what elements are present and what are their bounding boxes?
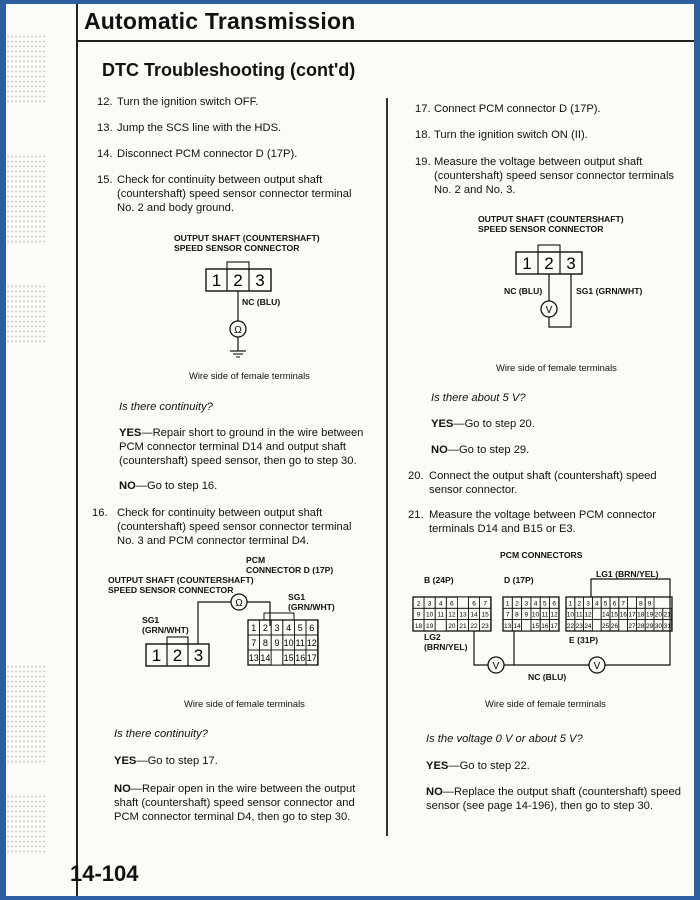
terminal-number: 12 [550, 611, 558, 619]
terminal-number: 16 [619, 611, 627, 619]
terminal-number: 6 [309, 623, 315, 634]
svg-text:V: V [593, 661, 601, 672]
terminal-number: 27 [628, 622, 636, 630]
terminal-number: 10 [426, 611, 434, 619]
step-18-text: Turn the ignition switch ON (II). [434, 129, 588, 141]
terminal-number: 12 [584, 611, 592, 619]
terminal-number: 14 [260, 653, 271, 664]
key-slot [522, 620, 531, 631]
step-number: 20. [408, 470, 424, 482]
wire-label: NC (BLU) [242, 297, 281, 307]
step-number: 15. [97, 174, 113, 186]
sg1-pcm-label: SG1 (GRN/WHT) [288, 592, 335, 612]
terminal-number: 11 [437, 611, 445, 619]
pcm-connectors-title: PCM CONNECTORS [500, 550, 583, 560]
terminal-number: 1 [505, 600, 510, 608]
key-slot [592, 620, 601, 631]
terminal-number: 5 [297, 623, 303, 634]
step-number: 18. [415, 129, 431, 141]
terminal-number: 3 [586, 600, 590, 608]
connector-label: OUTPUT SHAFT (COUNTERSHAFT) SPEED SENSOR CONNECTOR [108, 575, 254, 595]
terminal-number: 3 [524, 600, 529, 608]
terminal-number: 14 [601, 611, 610, 619]
step-21-text: Measure the voltage between PCM connector terminals D14 and B15 or E3. [429, 509, 656, 535]
yes-answer: YES—Repair short to ground in the wire between PCM connector terminal D14 and output shaft (countershaft) speed sensor, then go to step 30. [119, 427, 364, 467]
terminal-number: 16 [541, 622, 549, 630]
figure-caption: Wire side of female terminals [496, 362, 617, 373]
step-15-text: Check for continuity between output shaft (countershaft) speed sensor connector terminal No. 2 and body ground. [117, 174, 352, 214]
svg-text:3: 3 [193, 646, 204, 665]
terminal-number: 7 [483, 600, 487, 608]
figure-caption: Wire side of female terminals [189, 370, 310, 381]
terminal-number: 12 [306, 638, 317, 649]
terminal-number: 18 [414, 622, 423, 630]
scan-speckle [6, 794, 46, 854]
terminal-number: 3 [427, 600, 432, 608]
terminal-number: 2 [262, 623, 268, 634]
terminal-number: 6 [472, 600, 476, 608]
terminal-number: 4 [438, 600, 443, 608]
terminal-number: 25 [601, 622, 610, 630]
terminal-number: 17 [550, 622, 558, 630]
continuity-diagram-1 [196, 259, 346, 369]
step-19-text: Measure the voltage between output shaft (countershaft) speed sensor connector terminals No. 2 and No. 3. [434, 156, 675, 196]
pcm-connectors-diagram [411, 579, 681, 679]
question: Is the voltage 0 V or about 5 V? [426, 733, 583, 745]
pcm-connector-d [246, 613, 321, 667]
connector-b-label: B (24P) [424, 575, 454, 585]
step-16-text: Check for continuity between output shaft (countershaft) speed sensor connector terminal No. 3 and PCM connector terminal D4. [117, 507, 352, 547]
terminal-number: 17 [306, 653, 317, 664]
no-answer: NO—Go to step 29. [431, 444, 530, 456]
scan-speckle [6, 664, 46, 764]
terminal-number: 2 [577, 600, 582, 608]
step-12-text: Turn the ignition switch OFF. [117, 96, 259, 108]
step-number: 14. [97, 148, 113, 160]
terminal-number: 22 [566, 622, 575, 630]
terminal-number: 23 [481, 622, 489, 630]
step-number: 21. [408, 509, 424, 521]
svg-text:1: 1 [151, 646, 162, 665]
terminal-number: 12 [448, 611, 456, 619]
terminal-number: 5 [543, 600, 547, 608]
no-answer: NO—Repair open in the wire between the output shaft (countershaft) speed sensor connector and PCM connector terminal D4, then go to step 30. [114, 783, 356, 823]
connector-label: OUTPUT SHAFT (COUNTERSHAFT) SPEED SENSOR CONNECTOR [478, 214, 624, 234]
terminal-number: 19 [645, 611, 654, 619]
terminal-number: 15 [610, 611, 619, 619]
terminal-number: 14 [513, 622, 521, 630]
terminal-number: 10 [283, 638, 294, 649]
lg1-label: LG1 (BRN/YEL) [596, 569, 659, 579]
terminal-number: 18 [637, 611, 645, 619]
lg2-label: LG2 (BRN/YEL) [424, 632, 468, 652]
terminal-number: 30 [654, 622, 663, 630]
terminal-number: 23 [575, 622, 583, 630]
page-number: 14-104 [70, 861, 139, 886]
terminal-number: 17 [628, 611, 636, 619]
svg-text:3: 3 [566, 254, 576, 273]
step-number: 12. [97, 96, 113, 108]
figure-caption: Wire side of female terminals [184, 698, 305, 709]
terminal-number: 1 [568, 600, 573, 608]
terminal-number: 10 [566, 611, 575, 619]
terminal-number: 13 [248, 653, 259, 664]
terminal-number: 3 [274, 623, 280, 634]
step-17-text: Connect PCM connector D (17P). [434, 103, 601, 115]
manual-page [6, 4, 694, 896]
terminal-number: 20 [448, 622, 456, 630]
yes-answer: YES—Go to step 20. [431, 418, 535, 430]
terminal-number: 15 [481, 611, 489, 619]
key-slot [592, 608, 601, 619]
terminal-number: 7 [505, 611, 510, 619]
terminal-number: 8 [515, 611, 519, 619]
page-title: Automatic Transmission [84, 8, 356, 34]
terminal-number: 9 [524, 611, 529, 619]
terminal-number: 6 [450, 600, 454, 608]
step-number: 19. [415, 156, 431, 168]
terminal-number: 19 [426, 622, 434, 630]
sg1-wire-label: SG1 (GRN/WHT) [576, 286, 643, 296]
key-slot [628, 597, 637, 608]
question: Is there continuity? [119, 401, 213, 413]
scan-speckle [6, 284, 46, 344]
terminal-number: 4 [286, 623, 292, 634]
terminal-1: 1 [211, 271, 222, 290]
terminal-number: 13 [504, 622, 512, 630]
terminal-number: 15 [531, 622, 540, 630]
terminal-number: 7 [251, 638, 257, 649]
terminal-number: 4 [594, 600, 599, 608]
terminal-number: 2 [515, 600, 519, 608]
key-slot [457, 597, 468, 608]
question: Is there continuity? [114, 728, 208, 740]
terminal-number: 16 [295, 653, 306, 664]
nc-wire-label: NC (BLU) [504, 286, 543, 296]
question: Is there about 5 V? [431, 392, 526, 404]
terminal-number: 15 [283, 653, 294, 664]
step-14-text: Disconnect PCM connector D (17P). [117, 148, 298, 160]
key-slot [271, 650, 283, 665]
step-20-text: Connect the output shaft (countershaft) speed sensor connector. [429, 470, 657, 496]
terminal-2: 2 [233, 271, 243, 290]
terminal-number: 11 [295, 638, 305, 649]
key-slot [435, 620, 446, 631]
terminal-number: 8 [262, 638, 268, 649]
terminal-number: 1 [251, 623, 257, 634]
step-number: 17. [415, 103, 431, 115]
connector-label: OUTPUT SHAFT (COUNTERSHAFT) SPEED SENSOR CONNECTOR [174, 233, 320, 253]
column-divider [386, 98, 388, 836]
terminal-number: 4 [533, 600, 538, 608]
connector-e-label: E (31P) [569, 635, 599, 645]
terminal-number: 21 [459, 622, 467, 630]
pcm-label: PCM CONNECTOR D (17P) [246, 555, 334, 575]
terminal-number: 20 [654, 611, 663, 619]
terminal-3: 3 [255, 271, 265, 290]
step-number: 13. [97, 122, 113, 134]
connector-d-label: D (17P) [504, 575, 534, 585]
terminal-number: 11 [575, 611, 583, 619]
key-slot [619, 620, 628, 631]
no-answer: NO—Go to step 16. [119, 480, 218, 492]
terminal-number: 6 [552, 600, 556, 608]
svg-text:2: 2 [544, 254, 554, 273]
sg1-sensor-label: SG1 (GRN/WHT) [142, 615, 189, 635]
step-13-text: Jump the SCS line with the HDS. [117, 122, 282, 134]
terminal-number: 2 [416, 600, 421, 608]
terminal-number: 28 [637, 622, 645, 630]
nc-wire-label: NC (BLU) [528, 672, 567, 682]
no-answer: NO—Replace the output shaft (countershaft) speed sensor (see page 14-196), then go to step 30. [426, 786, 681, 812]
yes-answer: YES—Go to step 17. [114, 755, 218, 767]
terminal-number: 14 [470, 611, 478, 619]
terminal-number: 22 [470, 622, 478, 630]
terminal-number: 6 [612, 600, 617, 608]
svg-text:2: 2 [172, 646, 183, 665]
terminal-number: 29 [645, 622, 654, 630]
section-title: DTC Troubleshooting (cont'd) [102, 60, 356, 80]
terminal-number: 9 [647, 600, 652, 608]
terminal-number: 24 [584, 622, 592, 630]
step-number: 16. [92, 507, 108, 519]
terminal-number: 7 [621, 600, 626, 608]
terminal-number: 8 [638, 600, 643, 608]
terminal-number: 13 [459, 611, 467, 619]
terminal-number: 11 [541, 611, 549, 619]
terminal-number: 31 [663, 622, 671, 630]
scan-speckle [6, 154, 46, 244]
terminal-number: 9 [416, 611, 421, 619]
terminal-number: 5 [603, 600, 608, 608]
margin-rule [76, 4, 78, 896]
terminal-number: 26 [610, 622, 619, 630]
svg-text:1: 1 [522, 254, 532, 273]
terminal-number: 21 [663, 611, 671, 619]
svg-text:V: V [545, 305, 553, 316]
svg-text:Ω: Ω [234, 325, 242, 336]
terminal-number: 10 [531, 611, 540, 619]
terminal-number: 9 [274, 638, 280, 649]
scan-speckle [6, 34, 46, 104]
title-rule [76, 40, 694, 42]
svg-text:V: V [492, 661, 500, 672]
svg-text:Ω: Ω [235, 598, 243, 609]
figure-caption: Wire side of female terminals [485, 698, 606, 709]
yes-answer: YES—Go to step 22. [426, 760, 530, 772]
